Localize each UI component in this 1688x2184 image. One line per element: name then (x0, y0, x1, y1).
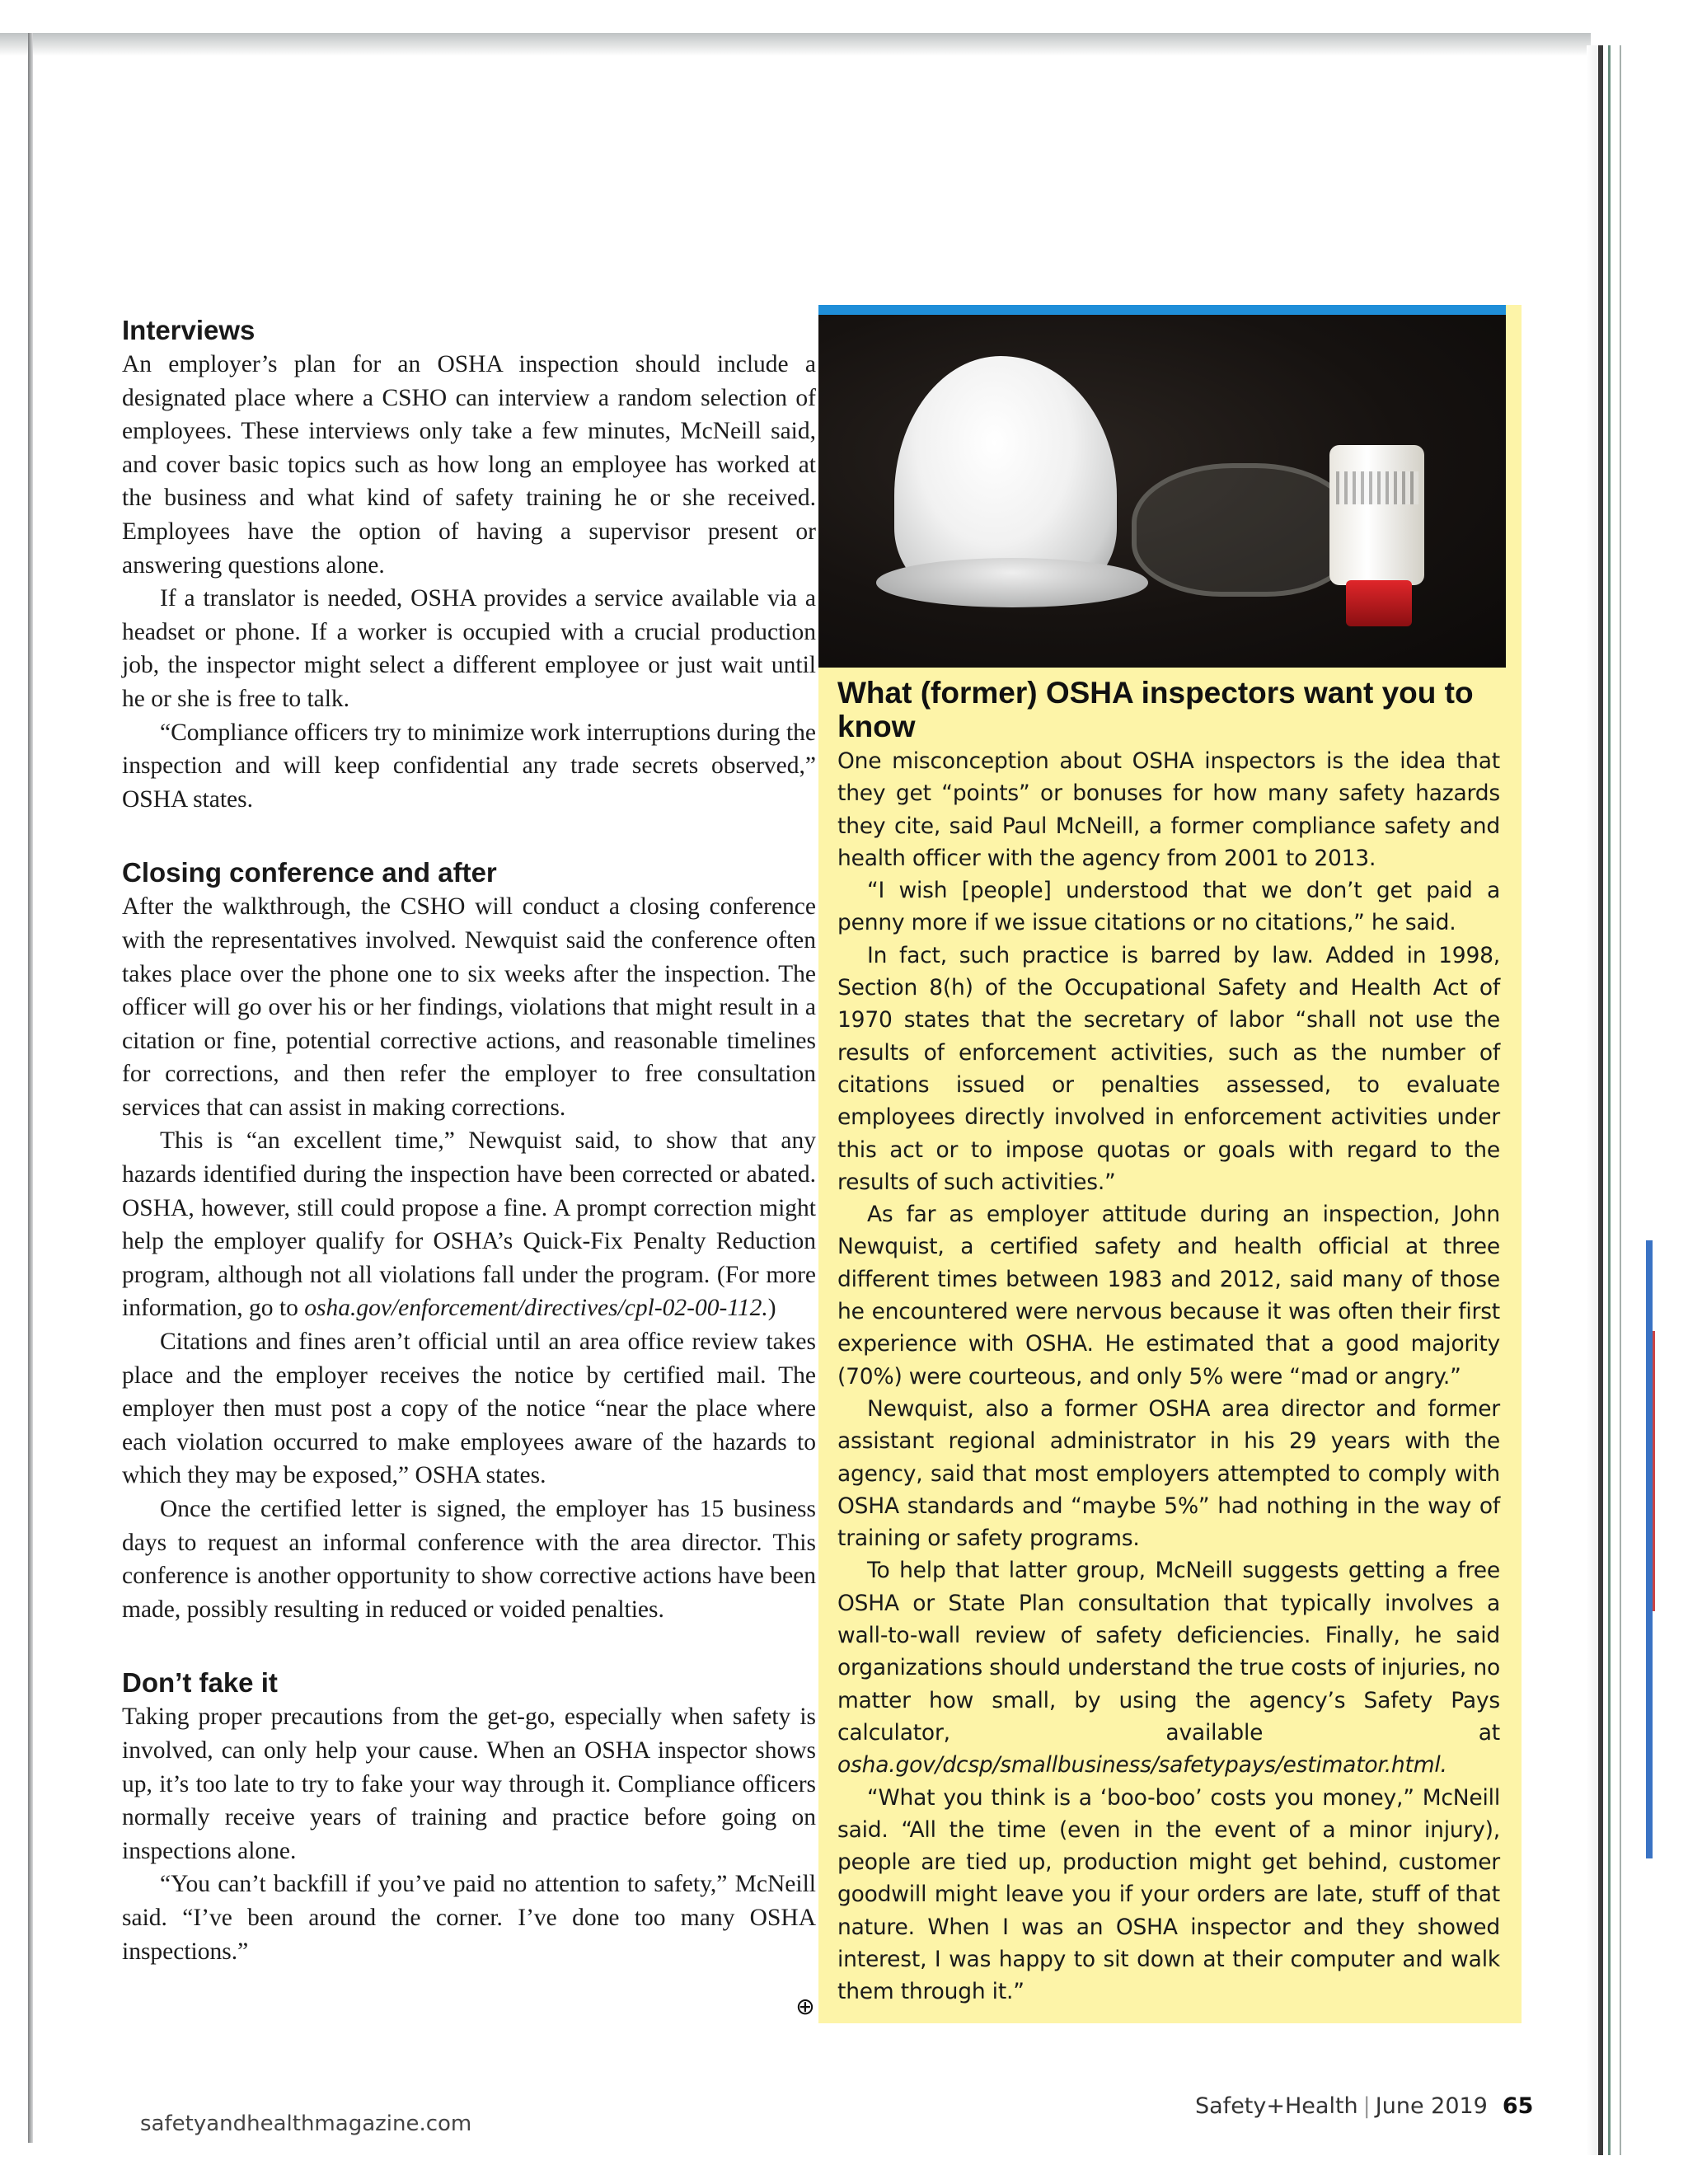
page-number: 65 (1502, 2093, 1534, 2119)
hard-hat-photo (818, 305, 1506, 668)
scan-shadow-top (0, 33, 1591, 56)
paragraph: One misconception about OSHA inspectors is the idea that they get “points” or bonuses for how many safety hazards they cite, said Paul McNeill, a former compliance safety and health officer with the agency from 2001 to 2013. (837, 748, 1500, 871)
sidebar-box (818, 305, 1522, 2023)
paragraph: Newquist, also a former OSHA area director and former assistant regional administrator in his 29 years with the agency, said that most employers attempted to comply with OSHA standards and “maybe 5%” had nothing in the way of training or safety programs. (837, 1395, 1500, 1552)
bottle-cap (1346, 580, 1412, 626)
safety-goggles-icon (1132, 463, 1356, 597)
page-edge-line (1608, 45, 1611, 2155)
issue-date: June 2019 (1375, 2093, 1488, 2119)
paragraph: “What you think is a ‘boo-boo’ costs you money,” McNeill said. “All the time (even in the event of a minor injury), people are tied up, production might get behind, customer goodwill might leave you if your orders are late, stuff of that nature. When I was an OSHA inspector and they showed interest, I was happy to sit down at their computer and walk them through it.” (837, 1784, 1500, 2005)
paragraph: “I wish [people] understood that we don’t get paid a penny more if we issue citations or no citations,” he said. (837, 878, 1500, 936)
page-edge-tab (1646, 1240, 1653, 1858)
paragraph: If a translator is needed, OSHA provides a service available via a headset or phone. If a worker is occupied with a crucial production job, the inspector might select a different employee or just wait until he or she is free to talk. (122, 585, 816, 712)
safety-pays-link[interactable]: osha.gov/dcsp/smallbusiness/safetypays/estimator.html. (837, 1752, 1447, 1779)
section-heading-closing-conference: Closing conference and after (122, 857, 497, 888)
paragraph (122, 1124, 816, 1325)
footer-issue-info (1195, 2093, 1533, 2119)
osha-directive-link[interactable]: osha.gov/enforcement/directives/cpl-02-00-112. (304, 1295, 768, 1322)
paragraph: An employer’s plan for an OSHA inspection should include a designated place where a CSHO can interview a random selection of employees. These interviews only take a few minutes, McNeill said, and cover basic topics such as how long an employee has worked at the business and what kind of safety training he or she received. Employees have the option of having a supervisor present or answering questions alone. (122, 351, 816, 579)
magazine-name: Safety+Health (1195, 2093, 1358, 2119)
page-edge-tab (1653, 1331, 1655, 1611)
bottle-icon (1329, 445, 1424, 585)
paragraph-text: ) (767, 1295, 776, 1322)
paragraph (837, 1554, 1500, 1781)
footer-separator: | (1362, 2093, 1371, 2119)
main-article-column (122, 315, 816, 1968)
paragraph: Taking proper precautions from the get-go, especially when safety is involved, can only help your cause. When an OSHA inspector shows up, it’s too late to try to fake your way through it. Compliance officers normally receive years of training and practice before going on inspections alone. (122, 1704, 816, 1864)
page-edge-line (1598, 45, 1603, 2155)
sidebar-content (837, 676, 1500, 2008)
visitor-label (1336, 471, 1418, 504)
sidebar-title: What (former) OSHA inspectors want you to know (837, 676, 1474, 743)
paragraph: Once the certified letter is signed, the employer has 15 business days to request an informal conference with the area director. This conference is another opportunity to show corrective actions have been made, possibly resulting in reduced or voided penalties. (122, 1496, 816, 1623)
article-end-icon: ⊕ (795, 1993, 815, 2020)
hard-hat-brim (876, 558, 1148, 607)
paragraph-text: To help that latter group, McNeill suggests getting a free OSHA or State Plan consultation that typically involves a wall-to-wall review of safety deficiencies. Finally, he said organizations should understand the true costs of injuries, no matter how small, by using the agency’s Safety Pays calculator, available at (837, 1558, 1500, 1746)
scan-shadow-left (28, 33, 33, 2143)
paragraph-text: This is “an excellent time,” Newquist said, to show that any hazards identified during the inspection have been corrected or abated. OSHA, however, still could propose a fine. A prompt correction might help the employer qualify for OSHA’s Quick-Fix Penalty Reduction program, although not all violations fall under the program. (For more information, go to (122, 1127, 816, 1322)
section-heading-dont-fake-it: Don’t fake it (122, 1667, 278, 1699)
paragraph: Citations and fines aren’t official until an area office review takes place and the employer receives the notice by certified mail. The employer then must post a copy of the notice “near the place where each violation occurred to make employees aware of the hazards to which they may be exposed,” OSHA states. (122, 1329, 816, 1489)
paragraph: “You can’t backfill if you’ve paid no attention to safety,” McNeill said. “I’ve been around the corner. I’ve done too many OSHA inspections.” (122, 1871, 816, 1965)
section-heading-interviews: Interviews (122, 315, 256, 345)
paragraph: “Compliance officers try to minimize work interruptions during the inspection and will keep confidential any trade secrets observed,” OSHA states. (122, 719, 816, 813)
paragraph: As far as employer attitude during an inspection, John Newquist, a certified safety and health official at three different times between 1983 and 2012, said many of those he encountered were nervous because it was often their first experience with OSHA. He estimated that a good majority (70%) were courteous, and only 5% were “mad or angry.” (837, 1202, 1500, 1390)
paragraph: After the walkthrough, the CSHO will conduct a closing conference with the representatives involved. Newquist said the conference often takes place over the phone one to six weeks after the inspection. The officer will go over his or her findings, violations that might result in a citation or fine, potential corrective actions, and reasonable timelines for corrections, and then refer the employer to free consultation services that can assist in making corrections. (122, 893, 816, 1121)
page-edge-line (1620, 45, 1621, 2155)
page-edge-strip (1587, 45, 1677, 2155)
paragraph: In fact, such practice is barred by law. Added in 1998, Section 8(h) of the Occupational Safety and Health Act of 1970 states that the secretary of labor “shall not use the results of enforcement activities, such as the number of citations issued or penalties assessed, to evaluate employees directly involved in enforcement activities under this act or to impose quotas or goals with regard to the results of such activities.” (837, 942, 1500, 1195)
footer-website: safetyandhealthmagazine.com (140, 2111, 472, 2136)
